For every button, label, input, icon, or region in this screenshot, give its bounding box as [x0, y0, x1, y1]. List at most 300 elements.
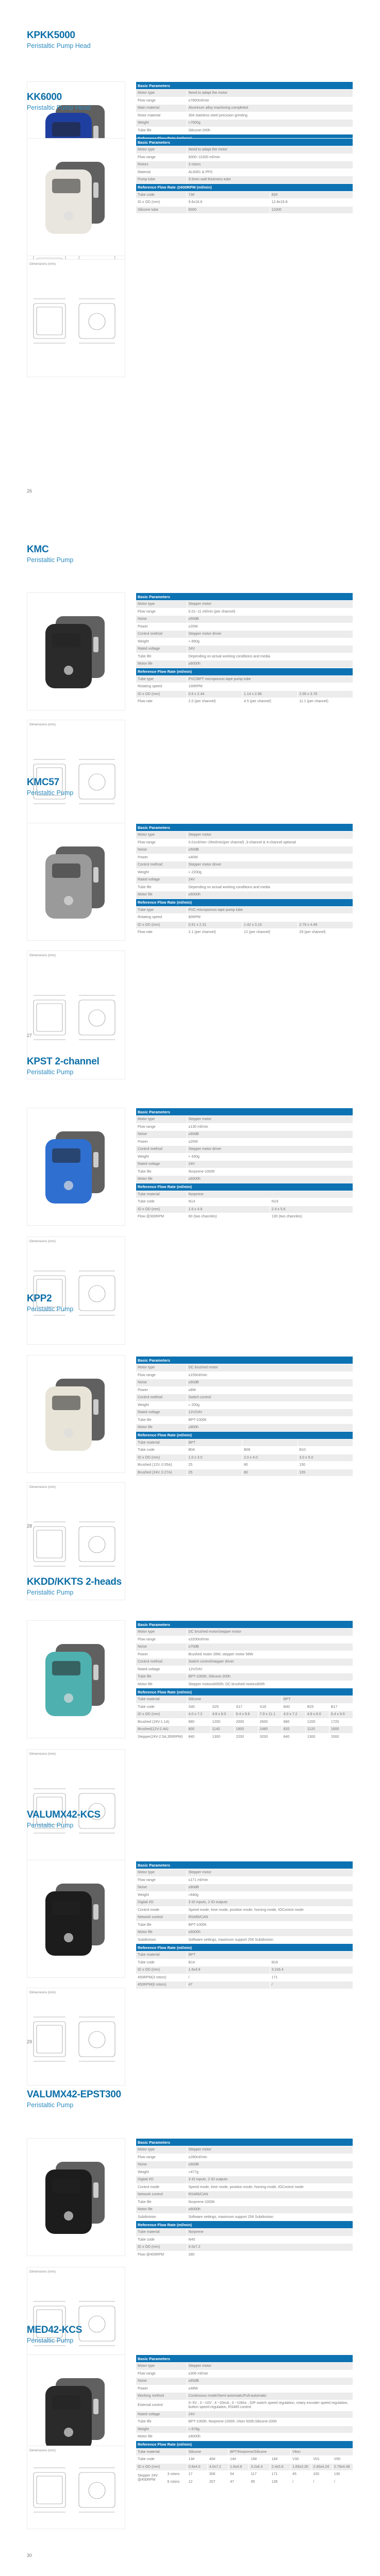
- flow-value: 171: [270, 2471, 290, 2479]
- product-subtitle: Peristaltic Pump Head: [27, 104, 91, 111]
- product-title: KPP2: [27, 1293, 52, 1304]
- spec-value: ≤130 ml/min: [187, 1123, 353, 1131]
- flow-value: 100: [311, 2471, 332, 2479]
- tube-code-value: 13#: [187, 2456, 207, 2464]
- basic-parameters-header: [136, 139, 353, 146]
- product-subtitle: Peristaltic Pump: [27, 2337, 74, 2344]
- basic-parameters-header: [136, 2355, 353, 2363]
- spec-row: [136, 176, 353, 184]
- flow-value: 207: [207, 2478, 228, 2486]
- reference-flow-rate-header: [136, 668, 353, 675]
- tube-code-value: 14#: [228, 2456, 249, 2464]
- spec-label: ID x OD (mm): [136, 1206, 187, 1213]
- spec-value: 1.6x4.8: [187, 1967, 270, 1974]
- spec-value: Norprene: [187, 1191, 353, 1198]
- basic-parameters-header: [136, 1621, 353, 1629]
- tube-material-group: Silicone: [187, 1696, 282, 1704]
- spec-table: [136, 1861, 353, 1989]
- reference-flow-rate-header: [136, 2441, 353, 2448]
- dimensions-label: Dimensions (mm): [29, 1991, 56, 1994]
- dimensions-label: Dimensions (mm): [29, 262, 56, 266]
- section-header-label: Reference Flow Rate @600RPM (ml/min): [136, 183, 353, 191]
- spec-value: 3.2x6.4: [270, 1967, 353, 1974]
- section-header-label: Reference Flow Rate (ml/min): [136, 2441, 353, 2448]
- spec-row: [136, 616, 353, 623]
- spec-row: [136, 1658, 353, 1666]
- spec-value: 80: [242, 1469, 298, 1477]
- spec-row: [136, 1884, 353, 1892]
- spec-row: [136, 1409, 353, 1417]
- spec-label: Power: [136, 1651, 187, 1658]
- spec-row: [136, 2191, 353, 2199]
- spec-label: Power: [136, 1138, 187, 1146]
- spec-value: Norprene-1000h: [187, 2198, 353, 2206]
- spec-label: Tube material: [136, 2229, 187, 2236]
- spec-label: Motor type: [136, 601, 187, 608]
- id-od-value: 2.45x4.24: [311, 2463, 332, 2471]
- spec-value: 0.01ml/min~29ml/min(per channel) ,3-channel & 4-channel optional: [187, 839, 353, 846]
- product-subtitle: Peristaltic Pump: [27, 1069, 74, 1076]
- spec-label: ID x OD (mm): [136, 921, 187, 929]
- spec-label: Digital I/O: [136, 2176, 187, 2184]
- spec-row: [136, 1131, 353, 1139]
- spec-row: [136, 90, 353, 97]
- spec-label: ID x OD (mm): [136, 199, 187, 207]
- spec-label: 450RPM(6 rotors): [136, 1981, 187, 1989]
- spec-value: Stepper motor: [187, 601, 353, 608]
- spec-label: Motor type: [136, 90, 187, 97]
- id-od-value: 2.79x4.49: [332, 2463, 353, 2471]
- spec-label: Noise: [136, 2161, 187, 2169]
- spec-label: Weight: [136, 2426, 187, 2433]
- product-subtitle: Peristaltic Pump: [27, 2102, 74, 2109]
- spec-row: [136, 1116, 353, 1124]
- spec-label: Tube material: [136, 1696, 187, 1704]
- spec-row: [136, 1711, 353, 1719]
- spec-label: Weight: [136, 869, 187, 876]
- spec-value: 4.8 x 8.0: [210, 1711, 234, 1719]
- spec-label: Flow range: [136, 97, 187, 105]
- spec-row: [136, 2426, 353, 2433]
- spec-value: ≤171 ml/min: [187, 1876, 353, 1884]
- spec-table: [136, 592, 353, 706]
- spec-row: [136, 623, 353, 631]
- spec-value: B10: [298, 1447, 353, 1454]
- pump-illustration-icon: [27, 1108, 125, 1226]
- spec-value: PVC microporous tape pump tube: [187, 906, 353, 914]
- flow-value: 47: [228, 2478, 249, 2486]
- spec-label: Power: [136, 1386, 187, 1394]
- spec-label: Motor life: [136, 2206, 187, 2214]
- section-header-label: Reference Flow Rate (ml/min): [136, 1431, 353, 1439]
- spec-table: [136, 138, 353, 214]
- spec-value: Stepper motor≥6000h; DC brushed motor≥800h: [187, 1681, 353, 1688]
- spec-value: BPT: [187, 1952, 353, 1959]
- spec-table: [136, 2138, 353, 2259]
- spec-row: [136, 914, 353, 922]
- spec-row: [136, 1379, 353, 1387]
- spec-value: ≤155ml/min: [187, 1371, 353, 1379]
- product-subtitle: Peristaltic Pump: [27, 1822, 74, 1829]
- flow-value: 95: [249, 2478, 270, 2486]
- product-image: [27, 2138, 125, 2256]
- spec-label: Flow range: [136, 154, 187, 161]
- spec-value: 80RPM: [187, 914, 353, 922]
- product-image: [27, 1620, 125, 1738]
- flow-value: /: [311, 2478, 332, 2486]
- spec-row: [136, 1416, 353, 1424]
- spec-value: 2600: [258, 1718, 282, 1726]
- flow-value: 306: [207, 2471, 228, 2479]
- spec-label: Tube code: [136, 1959, 187, 1967]
- spec-row: [136, 2213, 353, 2221]
- spec-value: Stepper motor: [187, 1116, 353, 1124]
- spec-row: [136, 206, 353, 214]
- spec-row: [136, 154, 353, 161]
- spec-value: 820: [282, 1726, 305, 1734]
- dimensions-drawing: [27, 259, 125, 377]
- spec-value: 1.42 x 3.10: [242, 921, 298, 929]
- spec-row: [136, 120, 353, 127]
- product-title: KMC57: [27, 777, 59, 788]
- spec-label: Digital I/O: [136, 1899, 187, 1907]
- spec-label: Main material: [136, 105, 187, 112]
- spec-label: Motor life: [136, 1681, 187, 1688]
- spec-label: Silicone tube: [136, 206, 187, 214]
- spec-label: Control method: [136, 861, 187, 869]
- spec-value: 2.79 x 4.49: [298, 921, 353, 929]
- product-image: [27, 1108, 125, 1226]
- spec-row: [136, 1213, 353, 1221]
- spec-label: Tube code: [136, 2456, 187, 2464]
- spec-value: 0.51 x 2.31: [187, 921, 242, 929]
- spec-value: 3 IO inputs, 2 IO outputs: [187, 1899, 353, 1907]
- spec-row: [136, 929, 353, 937]
- spec-label: Flow range: [136, 1636, 187, 1643]
- spec-row: [136, 698, 353, 706]
- spec-row: [136, 2400, 353, 2411]
- spec-row: [136, 1386, 353, 1394]
- spec-label: Motor type: [136, 2146, 187, 2154]
- pump-illustration-icon: [27, 1621, 125, 1738]
- spec-label: Flow range: [136, 839, 187, 846]
- id-od-value: 3.2x6.4: [249, 2463, 270, 2471]
- spec-value: 2.4 x 5.6: [270, 1206, 353, 1213]
- spec-label: Control mode: [136, 2183, 187, 2191]
- reference-flow-rate-header: [136, 1183, 353, 1191]
- spec-table: [136, 823, 353, 937]
- section-header-label: Basic Parameters: [136, 593, 353, 601]
- pump-illustration-icon: [27, 139, 125, 256]
- technical-drawing-icon: [27, 2446, 125, 2529]
- dimensions-drawing: [27, 2446, 125, 2529]
- spec-label: ID x OD (mm): [136, 1711, 187, 1719]
- spec-value: B40: [282, 1703, 305, 1711]
- section-header-label: Basic Parameters: [136, 2139, 353, 2146]
- dimensions-label: Dimensions (mm): [29, 1485, 56, 1489]
- spec-value: 6000~11000 ml/min: [187, 154, 353, 161]
- spec-label: Flow range: [136, 2370, 187, 2378]
- spec-value: Need to adapt the motor: [187, 146, 353, 154]
- spec-value: 47: [187, 1981, 270, 1989]
- spec-row: [136, 2471, 353, 2479]
- technical-drawing-icon: [27, 260, 125, 377]
- spec-value: Speed mode, time mode, position mode, homing mode, IOControl mode: [187, 1906, 353, 1914]
- spec-value: Brushed motor 28W, stepper motor 58W: [187, 1651, 353, 1658]
- spec-label: Motor type: [136, 146, 187, 154]
- spec-row: [136, 1176, 353, 1183]
- spec-value: AL6061 & PPS: [187, 168, 353, 176]
- spec-label: Motor life: [136, 1929, 187, 1937]
- product-subtitle: Peristaltic Pump: [27, 1589, 74, 1596]
- product-image: [27, 823, 125, 941]
- spec-label: Working method: [136, 2393, 187, 2400]
- spec-value: 24V: [187, 876, 353, 884]
- spec-row: [136, 2229, 353, 2236]
- spec-value: S18: [258, 1703, 282, 1711]
- basic-parameters-header: [136, 1357, 353, 1364]
- id-od-value: 0.8x4.0: [187, 2463, 207, 2471]
- spec-row: [136, 1364, 353, 1372]
- spec-value: ≤7800ml/min: [187, 97, 353, 105]
- spec-value: B14: [187, 1959, 270, 1967]
- spec-label: ID x OD (mm): [136, 1967, 187, 1974]
- product-image: [27, 1355, 125, 1473]
- spec-value: 171: [270, 1974, 353, 1981]
- spec-row: [136, 1123, 353, 1131]
- spec-label: Motor type: [136, 1869, 187, 1877]
- spec-value: B04: [187, 1447, 242, 1454]
- spec-label: Rated voltage: [136, 1161, 187, 1168]
- spec-row: [136, 1454, 353, 1462]
- spec-label: Power: [136, 854, 187, 861]
- spec-row: [136, 199, 353, 207]
- spec-value: 1720: [329, 1718, 353, 1726]
- spec-row: [136, 1651, 353, 1658]
- spec-row: [136, 921, 353, 929]
- spec-value: Stepper motor: [187, 2363, 353, 2370]
- spec-label: Weight: [136, 2168, 187, 2176]
- spec-value: ≤60dB: [187, 2161, 353, 2169]
- spec-row: [136, 1636, 353, 1643]
- dimensions-drawing: [27, 1749, 125, 1867]
- spec-value: Need to adapt the motor: [187, 90, 353, 97]
- spec-value: S40: [187, 1703, 210, 1711]
- spec-value: ≈ 430g: [187, 1153, 353, 1161]
- spec-row: [136, 2244, 353, 2251]
- spec-label: Brushed(12V-2.4A): [136, 1726, 187, 1734]
- product-title: KKDD/KKTS 2-heads: [27, 1577, 122, 1587]
- spec-label: Flow range: [136, 1876, 187, 1884]
- id-od-value: 1.6x4.8: [228, 2463, 249, 2471]
- spec-row: [136, 2456, 353, 2464]
- spec-row: [136, 1959, 353, 1967]
- flow-group-label: Stepper 24V @450RPM: [136, 2471, 166, 2486]
- pump-illustration-icon: [27, 823, 125, 941]
- dimensions-drawing: [27, 1988, 125, 2086]
- spec-value: 2.1 (per channel): [187, 929, 242, 937]
- tube-code-value: 16#: [270, 2456, 290, 2464]
- spec-value: 1140: [210, 1726, 234, 1734]
- spec-value: ≥6000h: [187, 2433, 353, 2441]
- spec-label: Tube code: [136, 1447, 187, 1454]
- spec-row: [136, 854, 353, 861]
- spec-table: [136, 1356, 353, 1477]
- spec-value: Switch control/stepper driver: [187, 1658, 353, 1666]
- spec-label: Noise: [136, 2378, 187, 2385]
- page-number: 27: [27, 1033, 32, 1038]
- spec-value: Stepper motor: [187, 2146, 353, 2154]
- spec-value: 2480: [258, 1726, 282, 1734]
- spec-value: 3.0 x 5.0: [298, 1454, 353, 1462]
- section-header-label: Basic Parameters: [136, 1357, 353, 1364]
- spec-label: Tube material: [136, 1952, 187, 1959]
- spec-value: 7.9 x 11.1: [258, 1711, 282, 1719]
- spec-value: ≤280ml/min: [187, 2154, 353, 2161]
- product-title: MED42-KCS: [27, 2325, 82, 2335]
- spec-label: Brushed (24V-1.1A): [136, 1718, 187, 1726]
- spec-label: Flow range: [136, 1123, 187, 1131]
- page-number: 28: [27, 1523, 32, 1529]
- spec-row: [136, 1733, 353, 1741]
- spec-row: [136, 1191, 353, 1198]
- spec-value: 2200: [234, 1733, 258, 1741]
- spec-label: Rated voltage: [136, 2411, 187, 2418]
- dimensions-drawing: [27, 1236, 125, 1345]
- spec-row: [136, 1161, 353, 1168]
- tube-code-value: V00: [332, 2456, 353, 2464]
- spec-row: [136, 653, 353, 660]
- spec-value: S17: [234, 1703, 258, 1711]
- spec-row: [136, 1981, 353, 1989]
- spec-value: ≈640g: [187, 1891, 353, 1899]
- spec-row: [136, 1146, 353, 1154]
- spec-value: 1600: [329, 1726, 353, 1734]
- spec-row: [136, 846, 353, 854]
- spec-value: ≈7600g: [187, 120, 353, 127]
- spec-value: 11.1 (per channel): [298, 698, 353, 706]
- spec-label: Network control: [136, 2191, 187, 2199]
- technical-drawing-icon: [27, 1750, 125, 1867]
- spec-table: [136, 1108, 353, 1221]
- spec-value: 3 rotors: [187, 161, 353, 169]
- product-image: [27, 592, 125, 710]
- spec-label: ID x OD (mm): [136, 2244, 187, 2251]
- spec-value: ≤40W: [187, 854, 353, 861]
- spec-value: 60 (two channles): [187, 1213, 270, 1221]
- spec-label: Motor type: [136, 1629, 187, 1636]
- spec-label: Motor type: [136, 1116, 187, 1124]
- spec-value: 2.0 (per channel): [187, 698, 242, 706]
- spec-value: Stepper motor: [187, 1869, 353, 1877]
- id-od-value: 2.4x5.6: [270, 2463, 290, 2471]
- spec-value: 150: [298, 1462, 353, 1469]
- section-header-label: Reference Flow Rate (ml/min): [136, 1183, 353, 1191]
- spec-value: ≤8W: [187, 1386, 353, 1394]
- spec-row: [136, 675, 353, 683]
- section-header-label: Reference Flow Rate (ml/min): [136, 2221, 353, 2229]
- spec-value: ≈ 890g: [187, 638, 353, 646]
- spec-label: Noise: [136, 616, 187, 623]
- spec-row: [136, 1401, 353, 1409]
- spec-label: Tube life: [136, 884, 187, 891]
- tube-material-group: BPT: [282, 1696, 353, 1704]
- spec-value: 840: [282, 1733, 305, 1741]
- spec-value: ≤65dB: [187, 2378, 353, 2385]
- spec-row: [136, 861, 353, 869]
- tube-code-value: V30: [291, 2456, 311, 2464]
- spec-label: Tube code: [136, 2236, 187, 2244]
- spec-value: 2.06 x 3.78: [298, 690, 353, 698]
- spec-label: Noise: [136, 846, 187, 854]
- reference-flow-rate-header: [136, 1688, 353, 1696]
- spec-label: Control mode: [136, 1906, 187, 1914]
- spec-label: Weight: [136, 120, 187, 127]
- id-od-value: 4.0x7.2: [207, 2463, 228, 2471]
- spec-value: Depending on actual working conditions and media: [187, 884, 353, 891]
- reference-flow-rate-header: [136, 1944, 353, 1952]
- spec-value: 4.8 x 8.0: [305, 1711, 329, 1719]
- spec-row: [136, 2418, 353, 2426]
- spec-label: Tube life: [136, 2198, 187, 2206]
- spec-row: [136, 1681, 353, 1688]
- spec-label: Noise: [136, 1379, 187, 1387]
- spec-row: [136, 1198, 353, 1206]
- spec-value: 1120: [305, 1726, 329, 1734]
- reference-flow-rate-header: [136, 1431, 353, 1439]
- flow-value: /: [291, 2478, 311, 2486]
- spec-row: [136, 1206, 353, 1213]
- spec-row: [136, 2448, 353, 2456]
- spec-label: Noise: [136, 1131, 187, 1139]
- pump-illustration-icon: [27, 1860, 125, 1978]
- spec-value: 9.6x16.6: [187, 199, 270, 207]
- spec-label: Tube life: [136, 1673, 187, 1681]
- spec-value: N19: [270, 1198, 353, 1206]
- spec-label: Motor life: [136, 891, 187, 899]
- spec-row: [136, 2154, 353, 2161]
- spec-value: 100RPM: [187, 683, 353, 691]
- spec-value: B25: [305, 1703, 329, 1711]
- product-title: KPKK5000: [27, 30, 75, 41]
- spec-value: ≤306 ml/min: [187, 2370, 353, 2378]
- page-number: 26: [27, 488, 32, 494]
- spec-label: Flow range: [136, 608, 187, 616]
- spec-value: Stepper motor driver: [187, 1146, 353, 1154]
- product-title: VALUMX42-EPST300: [27, 2089, 121, 2100]
- dimensions-label: Dimensions (mm): [29, 2449, 56, 2452]
- spec-value: ≥6000h: [187, 660, 353, 668]
- spec-label: Weight: [136, 1153, 187, 1161]
- spec-value: 12V/24V: [187, 1409, 353, 1417]
- spec-label: Material: [136, 168, 187, 176]
- spec-value: 24V: [187, 646, 353, 653]
- spec-value: 11000: [270, 206, 353, 214]
- spec-row: [136, 1876, 353, 1884]
- spec-label: Rotating speed: [136, 914, 187, 922]
- spec-label: Tube material: [136, 1191, 187, 1198]
- spec-label: Control method: [136, 1394, 187, 1402]
- spec-row: [136, 1899, 353, 1907]
- dimensions-label: Dimensions (mm): [29, 1752, 56, 1756]
- spec-value: ≤20W: [187, 623, 353, 631]
- section-header-label: Reference Flow Rate (ml/min): [136, 1944, 353, 1952]
- spec-row: [136, 2370, 353, 2378]
- spec-value: ≈ 200g: [187, 1401, 353, 1409]
- rotor-label: 6 rotors: [166, 2478, 187, 2486]
- spec-row: [136, 1929, 353, 1937]
- spec-table: [136, 2354, 353, 2486]
